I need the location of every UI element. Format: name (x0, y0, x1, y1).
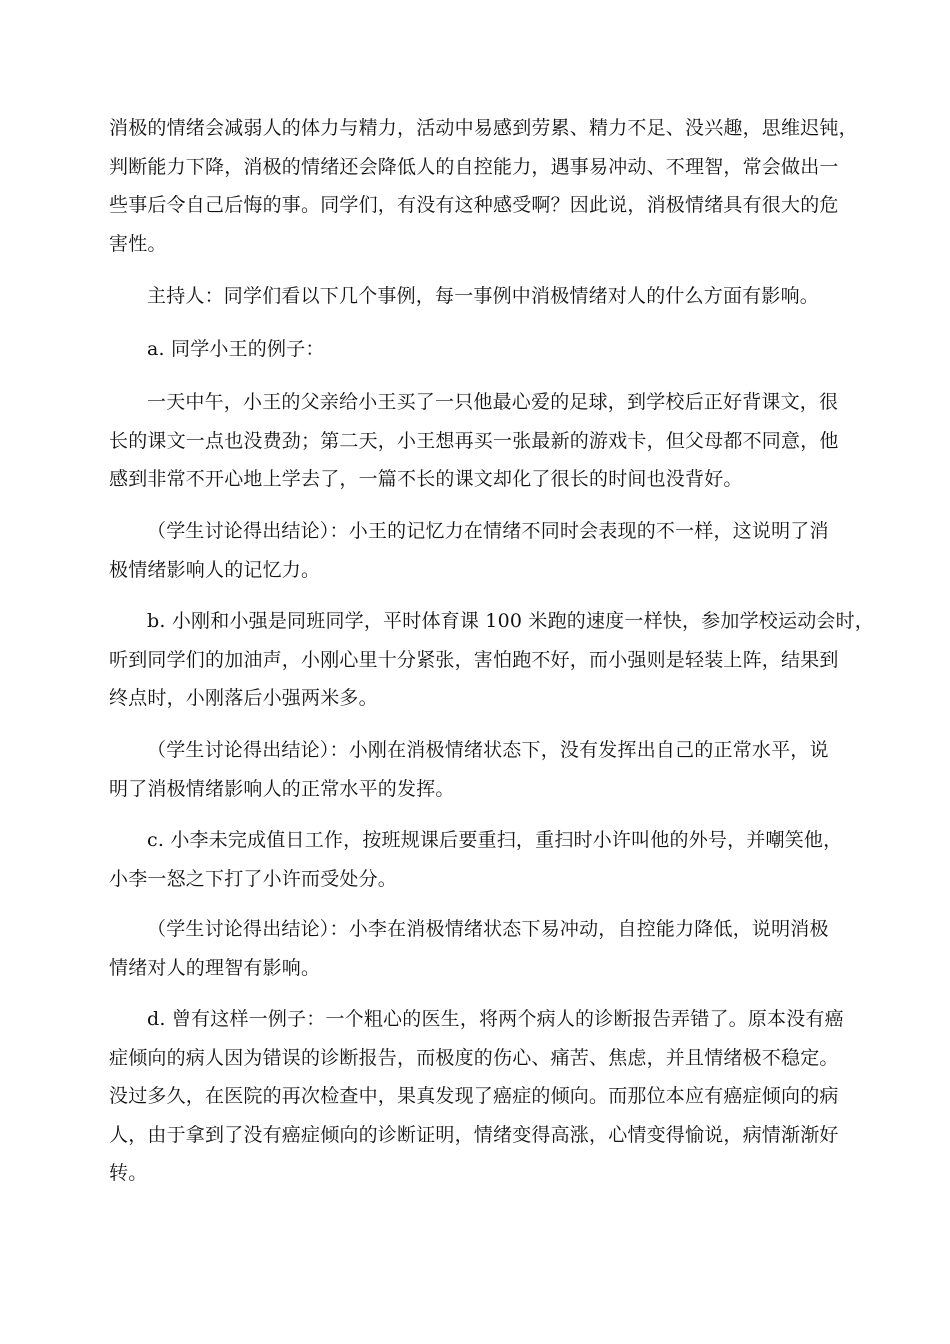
text-line: d. 曾有这样一例子：一个粗心的医生，将两个病人的诊断报告弄错了。原本没有癌 (147, 1008, 844, 1030)
text-line: 一天中午，小王的父亲给小王买了一只他最心爱的足球，到学校后正好背课文，很 (147, 391, 839, 413)
text-line: 小李一怒之下打了小许而受处分。 (109, 867, 398, 890)
text-line: a. 同学小王的例子： (147, 338, 325, 360)
text-line: 人，由于拿到了没有癌症倾向的诊断证明，情绪变得高涨，心情变得愉说，病情渐渐好 (109, 1123, 839, 1146)
paragraph-example-a-heading (109, 330, 847, 369)
paragraph-example-c-conclusion (109, 910, 847, 987)
text-line: 长的课文一点也没费劲；第二天，小王想再买一张最新的游戏卡，但父母都不同意，他 (109, 429, 839, 452)
text-line: c. 小李未完成值日工作，按班规课后要重扫，重扫时小许叫他的外号，并嘲笑他， (147, 829, 843, 851)
text-line: 转。 (109, 1162, 148, 1184)
paragraph-example-c-story (109, 821, 847, 898)
text-line: 感到非常不开心地上学去了，一篇不长的课文却化了很长的时间也没背好。 (109, 468, 743, 490)
text-line: 情绪对人的理智有影响。 (109, 956, 321, 979)
text-line: 判断能力下降，消极的情绪还会降低人的自控能力，遇事易冲动、不理智，常会做出一 (109, 155, 839, 178)
paragraph-example-a-story (109, 383, 847, 499)
text-line: 极情绪影响人的记忆力。 (109, 558, 321, 581)
text-line: 终点时，小刚落后小强两米多。 (109, 687, 378, 709)
text-line: （学生讨论得出结论）：小王的记忆力在情绪不同时会表现的不一样，这说明了消 (147, 520, 829, 542)
paragraph-example-b-conclusion (109, 731, 847, 808)
text-line: 明了消极情绪影响人的正常水平的发挥。 (109, 777, 455, 800)
text-line: 害性。 (109, 232, 167, 255)
text-line: b. 小刚和小强是同班同学，平时体育课 100 米跑的速度一样快，参加学校运动会时， (147, 610, 874, 632)
text-line: 主持人：同学们看以下几个事例，每一事例中消极情绪对人的什么方面有影响。 (147, 285, 820, 307)
paragraph-negative-emotion-effects (109, 109, 858, 263)
paragraph-host-intro (109, 277, 847, 316)
paragraph-example-d-story (109, 1000, 847, 1193)
text-line: 听到同学们的加油声，小刚心里十分紧张，害怕跑不好，而小强则是轻装上阵，结果到 (109, 648, 839, 671)
text-line: （学生讨论得出结论）：小李在消极情绪状态下易冲动，自控能力降低，说明消极 (147, 918, 829, 940)
paragraph-example-b-story (109, 602, 874, 718)
text-line: 没过多久，在医院的再次检查中，果真发现了癌症的倾向。而那位本应有癌症倾向的病 (109, 1085, 839, 1107)
text-line: 消极的情绪会减弱人的体力与精力，活动中易感到劳累、精力不足、没兴趣，思维迟钝， (109, 117, 858, 139)
paragraph-example-a-conclusion (109, 512, 847, 589)
text-line: 些事后令自己后悔的事。同学们，有没有这种感受啊？因此说，消极情绪具有很大的危 (109, 194, 839, 216)
text-line: （学生讨论得出结论）：小刚在消极情绪状态下，没有发挥出自己的正常水平，说 (147, 739, 829, 761)
text-line: 症倾向的病人因为错误的诊断报告，而极度的伤心、痛苦、焦虑，并且情绪极不稳定。 (109, 1046, 839, 1069)
